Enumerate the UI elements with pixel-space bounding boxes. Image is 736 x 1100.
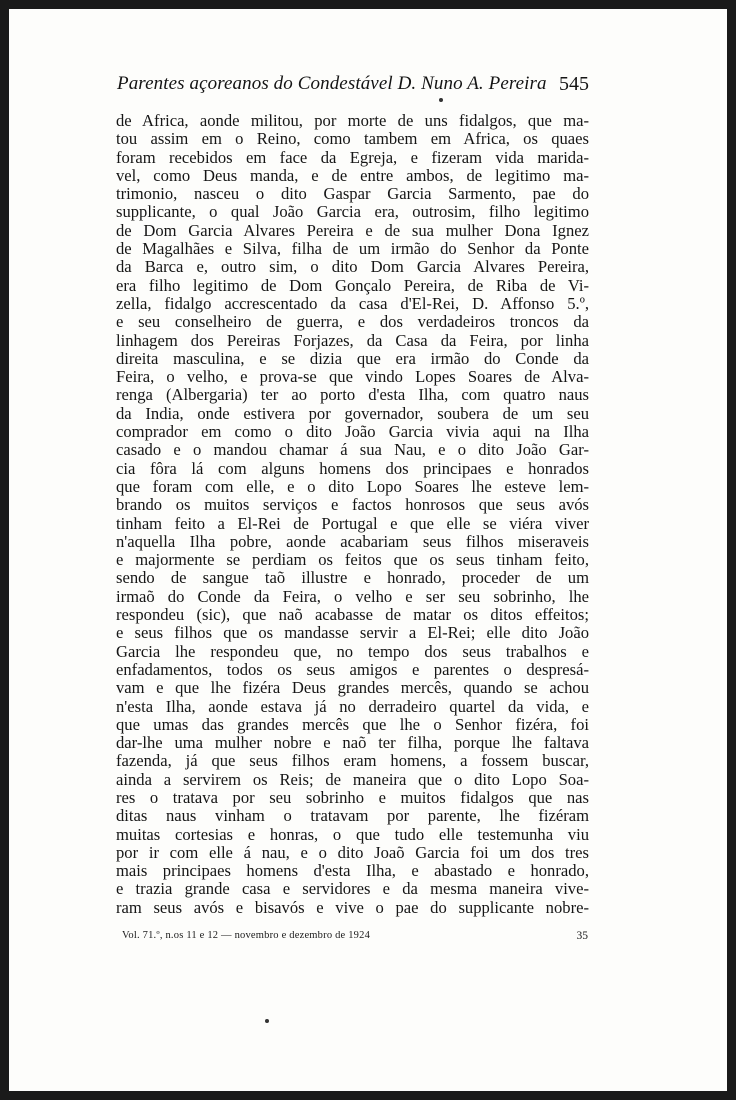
text-line: dar-lhe uma mulher nobre e naõ ter filha, porque lhe faltava: [116, 733, 589, 753]
text-line: res o tratava por seu sobrinho e muitos fidalgos que nas: [116, 787, 589, 807]
text-line: e trazia grande casa e servidores e da mesma maneira vive-: [116, 879, 589, 899]
text-line: era filho legitimo de Dom Gonçalo Pereira, de Riba de Vi-: [116, 275, 589, 295]
text-line: trimonio, nasceu o dito Gaspar Garcia Sarmento, pae do: [116, 184, 589, 204]
text-line: casado e o mandou chamar á sua Nau, e o dito João Gar-: [116, 440, 589, 460]
text-line: vam e que lhe fizéra Deus grandes mercês, quando se achou: [116, 678, 589, 698]
text-line: de Magalhães e Silva, filha de um irmão do Senhor da Ponte: [116, 239, 589, 259]
text-line: que umas das grandes mercês que lhe o Senhor fizéra, foi: [116, 714, 589, 734]
print-speck: [265, 1019, 269, 1023]
text-line: que foram com elle, e o dito Lopo Soares lhe esteve lem-: [116, 476, 589, 496]
text-line: supplicante, o qual João Garcia era, outrosim, filho legitimo: [116, 202, 589, 222]
text-line: e majormente se perdiam os feitos que os seus tinham feito,: [116, 550, 589, 570]
text-line: respondeu (sic), que naõ acabasse de matar os ditos effeitos;: [116, 605, 589, 625]
text-line: cia fôra lá com alguns homens dos principaes e honrados: [116, 458, 589, 478]
text-line: comprador em como o dito João Garcia vivia aqui na Ilha: [116, 422, 589, 442]
text-line: ram seus avós e bisavós e vive o pae do supplicante nobre-: [116, 897, 589, 917]
text-line: da Barca e, outro sim, o dito Dom Garcia Alvares Pereira,: [116, 257, 589, 277]
text-line: fazenda, já que seus filhos eram homens, a fossem buscar,: [116, 751, 589, 771]
text-line: da India, onde estivera por governador, soubera de um seu: [116, 403, 589, 423]
text-line: irmaõ do Conde da Feira, o velho e ser seu sobrinho, lhe: [116, 586, 589, 606]
text-line: por ir com elle á nau, e o dito Joaõ Garcia foi um dos tres: [116, 842, 589, 862]
text-line: foram recebidos em face da Egreja, e fizeram vida marida-: [116, 147, 589, 167]
text-line: brando os muitos serviços e factos honrosos que seus avós: [116, 495, 589, 515]
text-line: e seus filhos que os mandasse servir a El-Rei; elle dito João: [116, 623, 589, 643]
text-line: de Dom Garcia Alvares Pereira e de sua mulher Dona Ignez: [116, 220, 589, 240]
text-line: e seu conselheiro de guerra, e dos verdadeiros troncos da: [116, 312, 589, 332]
page-number: 545: [559, 73, 589, 95]
signature-mark: 35: [576, 930, 588, 942]
volume-info: Vol. 71.º, n.os 11 e 12 — novembro e dezembro de 1924: [122, 930, 371, 941]
text-line: mais principaes homens d'esta Ilha, e abastado e honrado,: [116, 861, 589, 881]
text-line: ainda a servirem os Reis; de maneira que o dito Lopo Soa-: [116, 769, 589, 789]
text-line: tinham feito a El-Rei de Portugal e que elle se viéra viver: [116, 513, 589, 533]
page-footer: [122, 930, 588, 946]
text-line: Garcia lhe respondeu que, no tempo dos seus trabalhos e: [116, 641, 589, 661]
text-line: zella, fidalgo accrescentado da casa d'El-Rei, D. Affonso 5.º,: [116, 293, 589, 313]
text-line: direita masculina, e se dizia que era irmão do Conde da: [116, 348, 589, 368]
text-line: tou assim em o Reino, como tambem em Africa, os quaes: [116, 129, 589, 149]
text-line: n'esta Ilha, aonde estava já no derradeiro quartel da vida, e: [116, 696, 589, 716]
print-speck: [439, 98, 443, 102]
text-line: ditas naus vinham o tratavam por parente, lhe fizéram: [116, 806, 589, 826]
text-line: muitas cortesias e honras, o que tudo elle testemunha viu: [116, 824, 589, 844]
text-line: enfadamentos, todos os seus amigos e parentes o despresá-: [116, 659, 589, 679]
text-line: n'aquella Ilha pobre, aonde acabariam seus filhos miseraveis: [116, 531, 589, 551]
text-line: vel, como Deus manda, e de entre ambos, de legitimo ma-: [116, 165, 589, 185]
text-line: de Africa, aonde militou, por morte de uns fidalgos, que ma-: [116, 111, 589, 130]
body-text: [116, 112, 589, 917]
text-line: renga (Albergaria) ter ao porto d'esta Ilha, com quatro naus: [116, 385, 589, 405]
text-line: linhagem dos Pereiras Forjazes, da Casa da Feira, por linha: [116, 330, 589, 350]
running-head: Parentes açoreanos do Condestável D. Nuno A. Pereira: [117, 73, 547, 94]
page-header: [117, 73, 589, 99]
document-page: [9, 9, 727, 1091]
text-line: Feira, o velho, e prova-se que vindo Lopes Soares de Alva-: [116, 367, 589, 387]
text-line: sendo de sangue taõ illustre e honrado, proceder de um: [116, 568, 589, 588]
